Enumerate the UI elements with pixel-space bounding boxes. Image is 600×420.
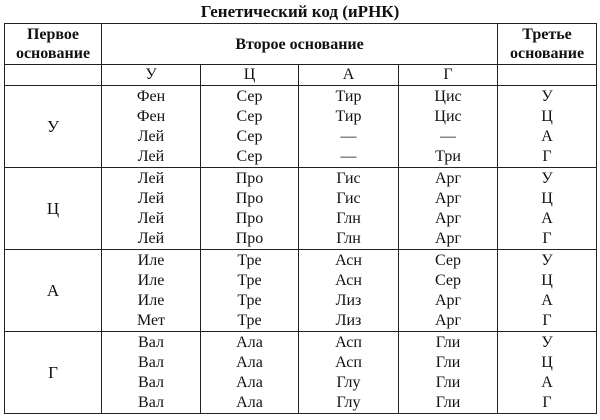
amino-acid: Арг xyxy=(434,210,462,227)
amino-acid: Сер xyxy=(236,128,263,145)
amino-acid: Асп xyxy=(335,334,362,351)
amino-acid: Гли xyxy=(435,374,461,391)
third-base-letter: А xyxy=(541,374,553,391)
amino-acid-cell xyxy=(299,168,399,250)
amino-acid-cell xyxy=(102,168,201,250)
second-base-letter: У xyxy=(102,65,201,86)
amino-acid: Тир xyxy=(335,88,362,105)
amino-acid: Гис xyxy=(336,170,361,187)
amino-acid-cell xyxy=(201,86,299,168)
amino-acid-cell xyxy=(299,250,399,332)
amino-acid: Сер xyxy=(236,88,263,105)
amino-acid-cell xyxy=(102,250,201,332)
amino-acid: Ала xyxy=(236,354,263,371)
amino-acid: Лей xyxy=(137,170,165,187)
first-base-cell: А xyxy=(5,250,102,332)
table-title: Генетический код (иРНК) xyxy=(200,2,400,21)
amino-acid: Гли xyxy=(435,334,461,351)
amino-acid-cell xyxy=(299,332,399,414)
amino-acid: — xyxy=(340,128,357,145)
amino-acid: Про xyxy=(235,190,264,207)
amino-acid: Тре xyxy=(237,272,262,289)
amino-acid: Иле xyxy=(137,252,165,269)
amino-acid-cell xyxy=(399,332,498,414)
amino-acid: Лей xyxy=(137,210,165,227)
amino-acid: Сер xyxy=(236,148,263,165)
subheader-empty xyxy=(5,65,102,86)
amino-acid-cell xyxy=(102,86,201,168)
amino-acid: Ала xyxy=(236,374,263,391)
amino-acid: — xyxy=(340,148,357,165)
amino-acid: Асн xyxy=(335,272,362,289)
amino-acid: Гли xyxy=(435,354,461,371)
amino-acid: Лей xyxy=(137,148,165,165)
amino-acid: Асп xyxy=(335,354,362,371)
header-first-base: Первое основание xyxy=(5,24,102,65)
third-base-letter: Ц xyxy=(541,354,553,371)
amino-acid: Гли xyxy=(435,394,461,411)
amino-acid: Гис xyxy=(336,190,361,207)
amino-acid: Арг xyxy=(434,292,462,309)
third-base-letter: А xyxy=(541,292,553,309)
first-base-cell: Ц xyxy=(5,168,102,250)
amino-acid: Мет xyxy=(136,312,166,329)
group-row xyxy=(5,86,597,168)
amino-acid: Вал xyxy=(138,374,164,391)
amino-acid: Про xyxy=(235,210,264,227)
amino-acid: Вал xyxy=(138,334,164,351)
amino-acid-cell xyxy=(399,168,498,250)
amino-acid-cell xyxy=(399,250,498,332)
header-row xyxy=(5,24,597,65)
amino-acid-cell xyxy=(201,332,299,414)
amino-acid: Лиз xyxy=(335,312,362,329)
amino-acid: Про xyxy=(235,170,264,187)
genetic-code-table xyxy=(4,23,597,414)
amino-acid: Сер xyxy=(435,252,461,269)
amino-acid-cell xyxy=(201,168,299,250)
amino-acid-cell xyxy=(201,250,299,332)
amino-acid: Вал xyxy=(138,394,164,411)
subheader-empty xyxy=(498,65,597,86)
group-row xyxy=(5,250,597,332)
amino-acid-cell xyxy=(399,86,498,168)
amino-acid: Фен xyxy=(136,108,166,125)
header-third-base: Третье основание xyxy=(498,24,597,65)
third-base-letter: Г xyxy=(542,312,552,329)
amino-acid: Фен xyxy=(136,88,166,105)
third-base-letter: А xyxy=(541,210,553,227)
third-base-letter: А xyxy=(541,128,553,145)
second-base-letter: А xyxy=(299,65,399,86)
subheader-row xyxy=(5,65,597,86)
third-base-letter: Г xyxy=(542,394,552,411)
first-base-cell: У xyxy=(5,86,102,168)
group-row xyxy=(5,168,597,250)
amino-acid-cell xyxy=(102,332,201,414)
amino-acid: Иле xyxy=(137,272,165,289)
third-base-letter: Ц xyxy=(541,108,553,125)
amino-acid: Сер xyxy=(435,272,461,289)
amino-acid: Тре xyxy=(237,252,262,269)
second-base-letter: Ц xyxy=(201,65,299,86)
third-base-letter: У xyxy=(541,252,553,269)
amino-acid: Лей xyxy=(137,128,165,145)
third-base-cell xyxy=(498,86,597,168)
group-row xyxy=(5,332,597,414)
amino-acid: Ала xyxy=(236,334,263,351)
amino-acid: Лей xyxy=(137,230,165,247)
amino-acid: Глу xyxy=(336,374,361,391)
third-base-letter: Г xyxy=(542,230,552,247)
amino-acid: Арг xyxy=(434,312,462,329)
amino-acid: Глн xyxy=(336,230,361,247)
amino-acid-cell xyxy=(299,86,399,168)
amino-acid: Иле xyxy=(137,292,165,309)
amino-acid: Три xyxy=(435,148,461,165)
amino-acid: Ала xyxy=(236,394,263,411)
third-base-letter: Ц xyxy=(541,272,553,289)
amino-acid: Тир xyxy=(335,108,362,125)
third-base-letter: У xyxy=(541,170,553,187)
third-base-cell xyxy=(498,168,597,250)
amino-acid: Цис xyxy=(434,88,462,105)
amino-acid: Про xyxy=(235,230,264,247)
first-base-cell: Г xyxy=(5,332,102,414)
third-base-cell xyxy=(498,250,597,332)
amino-acid: Арг xyxy=(434,230,462,247)
amino-acid: Арг xyxy=(434,190,462,207)
third-base-letter: У xyxy=(541,334,553,351)
amino-acid: Вал xyxy=(138,354,164,371)
amino-acid: Глу xyxy=(336,394,361,411)
third-base-letter: Ц xyxy=(541,190,553,207)
amino-acid: Лей xyxy=(137,190,165,207)
second-base-letter: Г xyxy=(399,65,498,86)
amino-acid: — xyxy=(440,128,457,145)
header-second-base: Второе основание xyxy=(102,24,498,65)
third-base-cell xyxy=(498,332,597,414)
amino-acid: Сер xyxy=(236,108,263,125)
third-base-letter: У xyxy=(541,88,553,105)
third-base-letter: Г xyxy=(542,148,552,165)
amino-acid: Арг xyxy=(434,170,462,187)
amino-acid: Тре xyxy=(237,292,262,309)
amino-acid: Глн xyxy=(336,210,361,227)
amino-acid: Лиз xyxy=(335,292,362,309)
amino-acid: Асн xyxy=(335,252,362,269)
amino-acid: Цис xyxy=(434,108,462,125)
amino-acid: Тре xyxy=(237,312,262,329)
